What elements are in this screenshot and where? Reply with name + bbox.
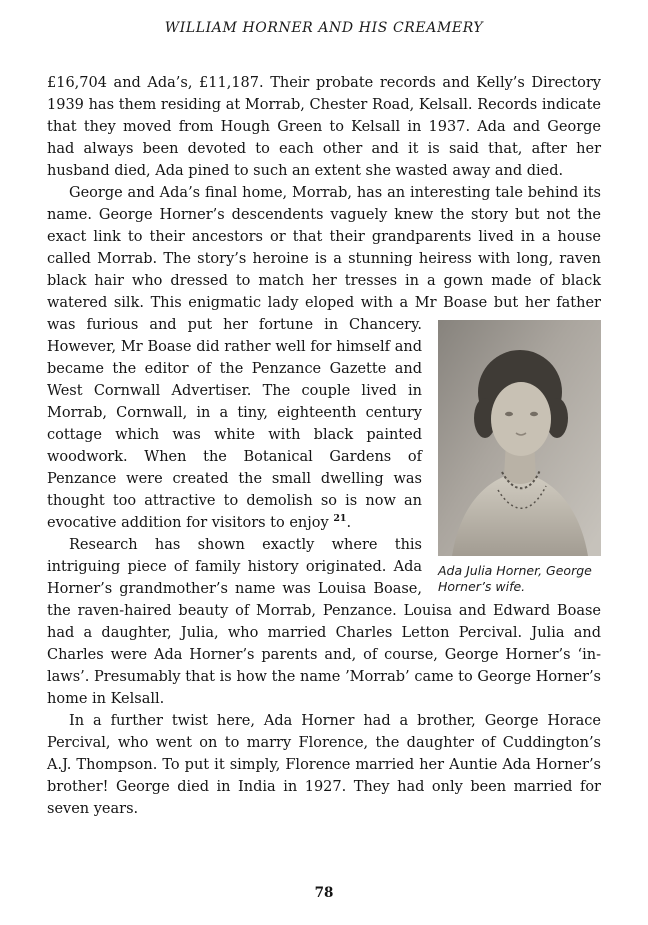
page-body bbox=[47, 72, 601, 820]
page-number: 78 bbox=[314, 885, 334, 901]
paragraph-probate: £16,704 and Ada’s, £11,187. Their probate records and Kelly’s Directory 1939 has them residing at Morrab, Chester Road, Kelsall. Records indicate that they moved from Hough Green to Kelsall in 1937. Ada and George had always been devoted to each other and it is said that, after her husband died, Ada pined to such an extent she wasted away and died. bbox=[47, 75, 601, 179]
paragraph-text: . bbox=[346, 515, 352, 531]
footnote-ref: 21 bbox=[333, 513, 347, 525]
photo-figure bbox=[438, 320, 601, 594]
paragraph-twist: In a further twist here, Ada Horner had a brother, George Horace Percival, who went on to marry Florence, the daughter of Cuddington’s A.J. Thompson. To put it simply, Florence married her Auntie Ada Horner’s brother! George died in India in 1927. They had only been married for seven years. bbox=[47, 713, 601, 817]
paragraph-research: Research has shown exactly where this intriguing piece of family history originated. Ada Horner’s grandmother’s name was Louisa Boase, the raven-haired beauty of Morrab, Penzance. Louisa and Edward Boase had a daughter, Julia, who married Charles Letton Percival. Julia and Charles were Ada Horner’s parents and, of course, George Horner’s ‘in-laws’. Presumably that is how the name ’Morrab’ came to George Horner’s home in Kelsall. bbox=[47, 537, 601, 707]
photo-caption: Ada Julia Horner, George Horner’s wife. bbox=[438, 563, 592, 594]
portrait-photo bbox=[438, 320, 601, 556]
running-header: WILLIAM HORNER AND HIS CREAMERY bbox=[164, 20, 484, 36]
paragraph-morrab-tale bbox=[47, 182, 601, 594]
paragraph-text: George and Ada’s final home, Morrab, has an interesting tale behind its name. George Horner’s descendents vaguely knew the story but not the exact link to their ancestors or that their grandparents lived in a house called Morrab. The story’s heroine is a stunning heiress with long, raven black hair who dressed to match her tresses in a gown made of black watered silk. This enigmatic lady eloped with a Mr Boase but her father was bbox=[47, 185, 601, 333]
paragraph-text: furious and put her fortune in Chancery. However, Mr Boase did rather well for himself and became the editor of the Penzance Gazette and West Cornwall Advertiser. The couple lived in Morrab, Cornwall, in a tiny, eighteenth century cottage which was white with black painted woodwork. When the Botanical Gardens of Penzance were created the small dwelling was thought too attractive to demolish so is now an evocative addition for visitors to enjoy bbox=[47, 317, 422, 531]
